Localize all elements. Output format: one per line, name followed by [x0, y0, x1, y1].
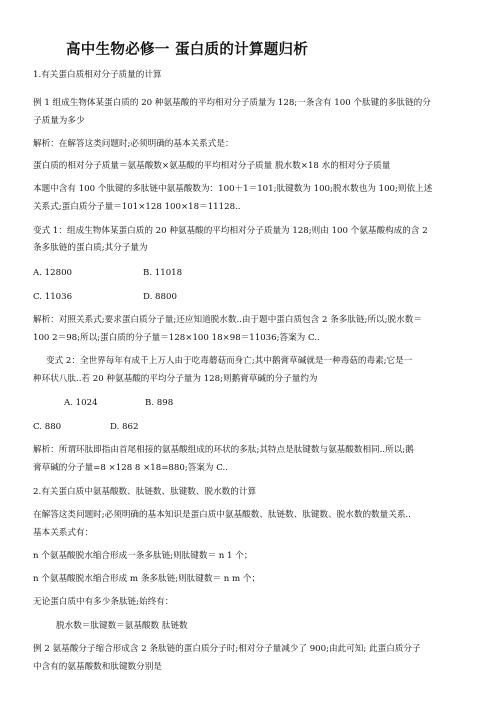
example-2-line-2: 中含有的氨基酸数和肽键数分别是 — [33, 662, 162, 672]
variant-1-option-a: A. 12800 — [33, 268, 73, 278]
example-1-line-1: 例 1 组成生物体某蛋白质的 20 种氨基酸的平均相对分子质量为 128;一条含有 100 个肽键的多肽链的分 — [33, 98, 431, 108]
variant-1-line-2: 条多肽链的蛋白质;其分子量为 — [33, 243, 148, 253]
relation-general: 无论蛋白质中有多少条肽链;始终有： — [33, 597, 174, 607]
relation-multi-chain: n 个氨基酸脱水缩合形成 m 条多肽链;则肽键数＝ n m 个； — [33, 574, 261, 584]
section-heading-2: 2.有关蛋白质中氨基酸数、肽链数、肽键数、脱水数的计算 — [33, 487, 257, 497]
variant-1-option-d: D. 8800 — [143, 292, 177, 302]
variant-2-option-d: D. 862 — [110, 422, 139, 432]
variant-2-option-a: A. 1024 — [64, 398, 98, 408]
variant-2-analysis-1: 解析：所谓环肽即指由首尾相接的氨基酸组成的环状的多肽;其特点是肽键数与氨基酸数相同..所以;鹅 — [33, 445, 414, 455]
variant-1-analysis-1: 解析：对照关系式;要求蛋白质分子量;还应知道脱水数..由于题中蛋白质包含 2 条多肽链;所以;脱水数＝ — [33, 315, 422, 325]
variant-2-analysis-2: 膏草碱的分子量=8 ×128 8 ×18=880;答案为 C.. — [33, 463, 228, 473]
example-2-line-1: 例 2 氨基酸分子缩合形成含 2 条肽链的蛋白质分子时;相对分子量减少了 900;由此可知; 此蛋白质分子 — [33, 644, 421, 654]
variant-2-option-c: C. 880 — [33, 422, 62, 432]
variant-1-analysis-2: 100 2＝98;所以;蛋白质的分子量＝128×100 18×98＝11036;答案为 C.. — [33, 333, 320, 343]
relation-formula: 脱水数＝肽键数＝氨基酸数 肽链数 — [56, 621, 188, 631]
variant-2-line-1: 变式 2：全世界每年有成千上万人由于吃毒蘑菇而身亡;其中鹅膏草碱就是一种毒菇的毒素;它是一 — [46, 356, 413, 366]
basic-knowledge-1: 在解答这类问题时;必须明确的基本知识是蛋白质中氨基酸数、肽链数、肽键数、脱水数的数量关系.. — [33, 510, 411, 520]
page-title: 高中生物必修一 蛋白质的计算题归析 — [66, 42, 309, 58]
relation-single-chain: n 个氨基酸脱水缩合形成一条多肽链;则肽键数＝ n 1 个； — [33, 551, 253, 561]
example-1-analysis-2: 关系式;蛋白质分子量＝101×128 100×18＝11128.. — [33, 202, 241, 212]
variant-2-option-b: B. 898 — [145, 398, 174, 408]
variant-2-line-2: 种环状八肽..若 20 种氨基酸的平均分子量为 128;则鹅膏草碱的分子量约为 — [33, 374, 318, 384]
analysis-intro: 解析：在解答这类问题时;必须明确的基本关系式是： — [33, 139, 234, 149]
example-1-analysis-1: 本题中含有 100 个肽键的多肽链中氨基酸数为：100＋1＝101;肽键数为 100;脱水数也为 100;则依上述 — [33, 184, 433, 194]
variant-1-line-1: 变式 1：组成生物体某蛋白质的 20 种氨基酸的平均相对分子质量为 128;则由 100 个氨基酸构成的含 2 — [33, 226, 428, 236]
variant-1-option-b: B. 11018 — [143, 268, 183, 278]
basic-knowledge-2: 基本关系式有： — [33, 528, 94, 538]
section-heading-1: 1.有关蛋白质相对分子质量的计算 — [33, 70, 162, 80]
example-1-line-2: 子质量为多少 — [33, 116, 85, 126]
formula-line: 蛋白质的相对分子质量＝氨基酸数×氨基酸的平均相对分子质量 脱水数×18 水的相对分子质量 — [33, 161, 391, 171]
variant-1-option-c: C. 11036 — [33, 292, 73, 302]
